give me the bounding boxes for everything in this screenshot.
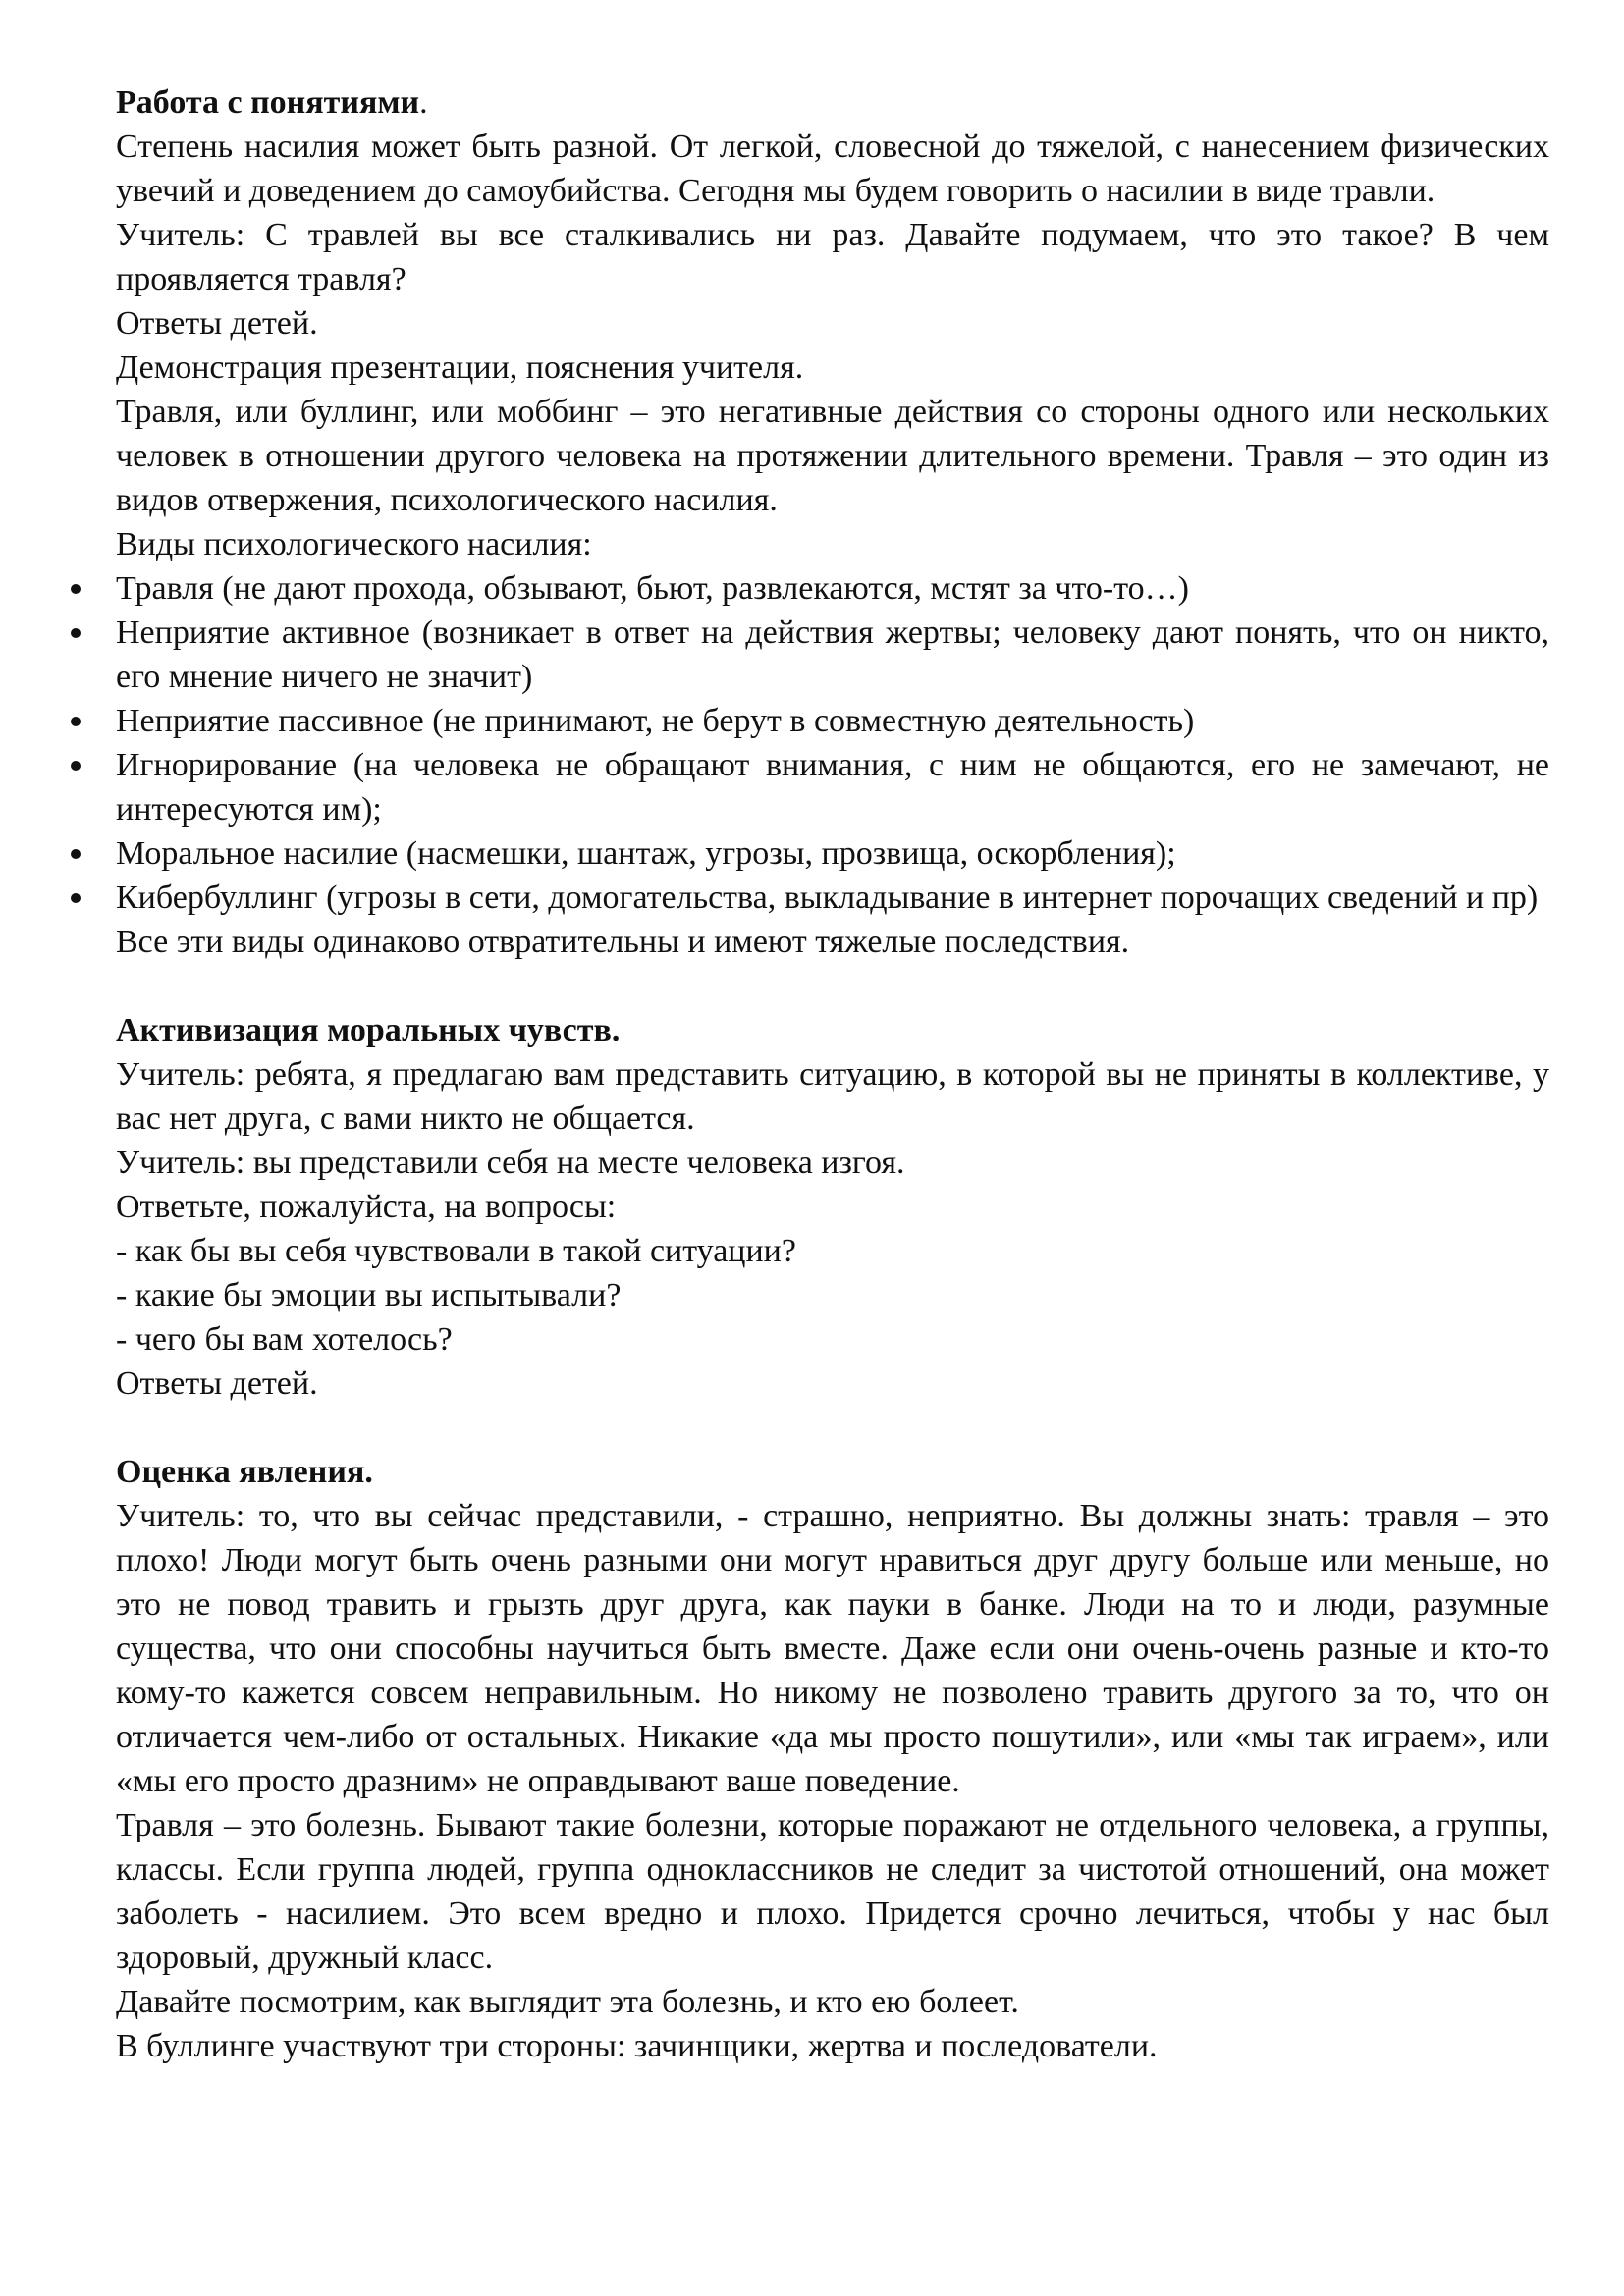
heading-text: Работа с понятиями [116, 84, 420, 121]
paragraph: Учитель: С травлей вы все сталкивались ни раз. Давайте подумаем, что это такое? В чем проявляется травля? [116, 217, 1549, 297]
heading-suffix: . [419, 84, 428, 121]
bullet-icon [71, 717, 81, 726]
list-item [116, 566, 1549, 611]
paragraph: Виды психологического насилия: [116, 526, 592, 562]
paragraph: Учитель: ребята, я предлагаю вам представить ситуацию, в которой вы не приняты в коллективе, у вас нет друга, с вами никто не общается. [116, 1056, 1549, 1137]
section-heading: Активизация моральных чувств. [116, 1012, 621, 1048]
paragraph: Ответы детей. [116, 305, 318, 342]
paragraph: Степень насилия может быть разной. От легкой, словесной до тяжелой, с нанесением физических увечий и доведением до самоубийства. Сегодня мы будем говорить о насилии в виде травли. [116, 129, 1549, 209]
list-item-text: Травля (не дают прохода, обзывают, бьют, развлекаются, мстят за что-то…) [116, 570, 1189, 607]
list-item-text: Игнорирование (на человека не обращают внимания, с ним не общаются, его не замечают, не интересуются им); [116, 747, 1549, 828]
paragraph: Все эти виды одинаково отвратительны и имеют тяжелые последствия. [116, 924, 1130, 960]
paragraph: Демонстрация презентации, пояснения учителя. [116, 349, 804, 386]
bullet-icon [71, 761, 81, 771]
question-item: - какие бы эмоции вы испытывали? [116, 1277, 622, 1313]
section-heading: Оценка явления. [116, 1454, 373, 1490]
list-item [116, 699, 1549, 743]
paragraph: Учитель: то, что вы сейчас представили, - страшно, неприятно. Вы должны знать: травля – это плохо! Люди могут быть очень разными они могут нравиться друг другу больше или меньше, но это не повод травить и грызть друг друга, как пауки в банке. Люди на то и люди, разумные существа, что они способны научиться быть вместе. Даже если они очень-очень разные и кто-то кому-то кажется совсем неправильным. Но никому не позволено травить другого за то, что он отличается чем-либо от остальных. Никакие «да мы просто пошутили», или «мы так играем», или «мы его просто дразним» не оправдывают ваше поведение. [116, 1498, 1549, 1799]
bullet-icon [71, 849, 81, 859]
question-item: - чего бы вам хотелось? [116, 1321, 453, 1358]
paragraph: Давайте посмотрим, как выглядит эта болезнь, и кто ею болеет. [116, 1984, 1019, 2020]
bullet-icon [71, 893, 81, 903]
paragraph: Учитель: вы представили себя на месте человека изгоя. [116, 1145, 905, 1181]
paragraph: Ответы детей. [116, 1365, 318, 1402]
paragraph: Травля, или буллинг, или моббинг – это негативные действия со стороны одного или нескольких человек в отношении другого человека на протяжении длительного времени. Травля – это один из видов отвержения, психологического насилия. [116, 394, 1549, 518]
list-item-text: Кибербуллинг (угрозы в сети, домогательства, выкладывание в интернет порочащих сведений и пр) [116, 880, 1539, 916]
section-heading [116, 80, 1549, 125]
list-item-text: Неприятие пассивное (не принимают, не берут в совместную деятельность) [116, 703, 1195, 739]
paragraph: Травля – это болезнь. Бывают такие болезни, которые поражают не отдельного человека, а группы, классы. Если группа людей, группа одноклассников не следит за чистотой отношений, она может заболеть - насилием. Это всем вредно и плохо. Придется срочно лечиться, чтобы у нас был здоровый, дружный класс. [116, 1807, 1549, 1976]
list-item-text: Моральное насилие (насмешки, шантаж, угрозы, прозвища, оскорбления); [116, 835, 1176, 872]
document-page [116, 80, 1549, 2068]
list-item [116, 831, 1549, 876]
spacer [116, 1406, 1549, 1450]
list-item-text: Неприятие активное (возникает в ответ на действия жертвы; человеку дают понять, что он никто, его мнение ничего не значит) [116, 614, 1549, 695]
paragraph: В буллинге участвуют три стороны: зачинщики, жертва и последователи. [116, 2028, 1158, 2064]
list-item [116, 611, 1549, 699]
list-item [116, 876, 1549, 920]
paragraph: Ответьте, пожалуйста, на вопросы: [116, 1189, 617, 1225]
list-item [116, 743, 1549, 831]
question-item: - как бы вы себя чувствовали в такой ситуации? [116, 1233, 796, 1269]
violence-types-list [116, 566, 1549, 920]
spacer [116, 964, 1549, 1008]
bullet-icon [71, 628, 81, 638]
bullet-icon [71, 584, 81, 594]
